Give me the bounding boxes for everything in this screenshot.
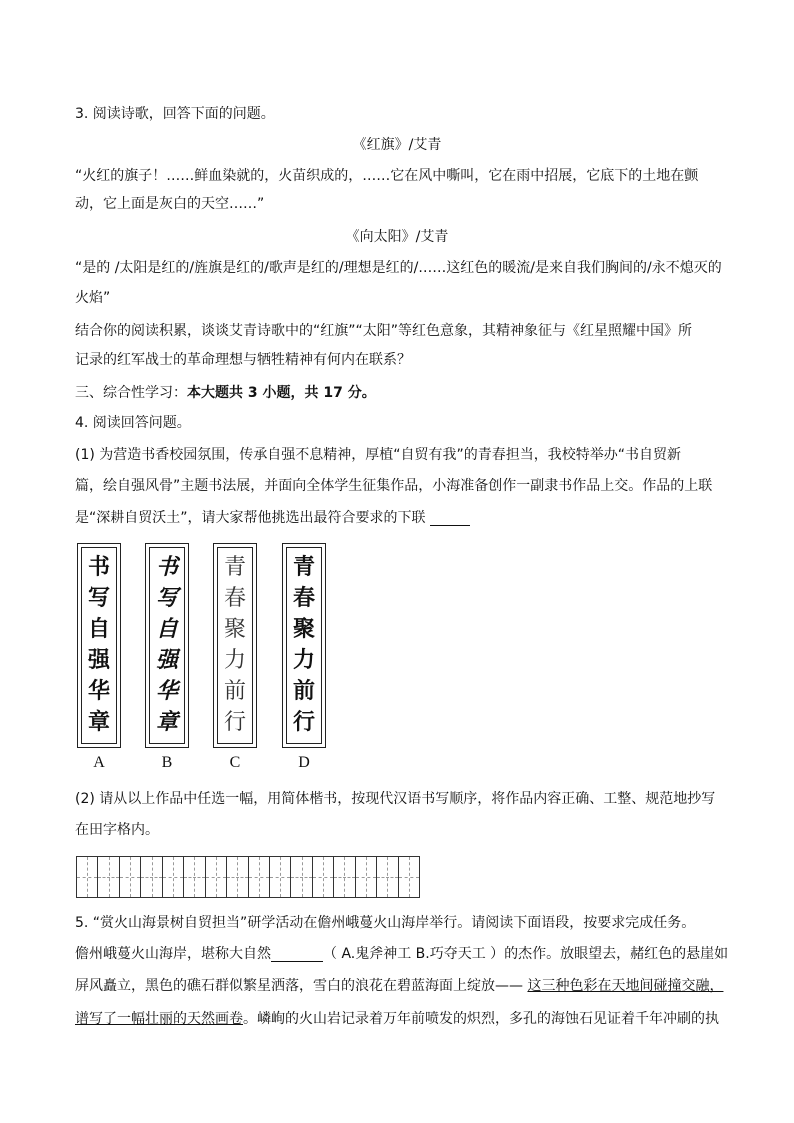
scroll-d <box>282 543 326 748</box>
tianzige-cell[interactable] <box>141 857 162 897</box>
poem2-line1: “是的 /太阳是红的/旌旗是红的/歌声是红的/理想是红的/……这红色的暖流/是来自我们胸间的/永不熄灭的 <box>75 260 722 276</box>
tianzige-cell[interactable] <box>98 857 119 897</box>
tianzige-cell[interactable] <box>313 857 334 897</box>
q5-line2-b: （ A.鬼斧神工 B.巧夺天工 ）的杰作。放眼望去，赭红色的悬崖如 <box>323 946 729 962</box>
q3-intro: 3. 阅读诗歌，回答下面的问题。 <box>75 106 275 122</box>
scroll-c <box>213 543 257 748</box>
scroll-b-char: 强 <box>155 648 178 674</box>
q3-question-line2: 记录的红军战士的革命理想与牺牲精神有何内在联系？ <box>75 352 411 368</box>
q5-line3-underlined: 这三种色彩在天地间碰撞交融， <box>527 978 724 994</box>
answer-blank-2[interactable] <box>271 947 323 962</box>
scroll-c-char: 聚 <box>223 616 246 642</box>
tianzige-cell[interactable] <box>120 857 141 897</box>
tianzige-cell[interactable] <box>291 857 312 897</box>
q4-p2-line2: 在田字格内。 <box>75 822 159 838</box>
scroll-d-char: 青 <box>292 554 315 580</box>
scroll-a <box>77 543 121 748</box>
poem2-line2: 火焰” <box>75 290 111 306</box>
scroll-d-char: 行 <box>292 710 315 736</box>
q3-question-line1: 结合你的阅读积累，谈谈艾青诗歌中的“红旗”“太阳”等红色意象，其精神象征与《红星照耀中国》所 <box>75 323 693 339</box>
tianzige-cell[interactable] <box>334 857 355 897</box>
q5-line4 <box>75 1011 725 1027</box>
tianzige-cell[interactable] <box>249 857 270 897</box>
tianzige-cell[interactable] <box>206 857 227 897</box>
scroll-d-char: 春 <box>292 585 315 611</box>
q4-p1-line3-text: 是“深耕自贸沃土”，请大家帮他挑选出最符合要求的下联 <box>75 510 426 526</box>
poem1-line2: 动，它上面是灰白的天空……” <box>75 196 265 212</box>
scroll-d-char: 前 <box>292 679 315 705</box>
scroll-a-char: 章 <box>87 710 110 736</box>
scroll-b-char: 华 <box>155 679 178 705</box>
q5-line2 <box>75 946 729 962</box>
q4-p1-line1: (1) 为营造书香校园氛围，传承自强不息精神，厚植“自贸有我”的青春担当，我校特举办“书自贸新 <box>75 447 682 463</box>
section3-prefix: 三、综合性学习： <box>75 385 187 401</box>
scroll-c-char: 春 <box>223 585 246 611</box>
scroll-a-char: 书 <box>87 554 110 580</box>
scroll-label-b: B <box>161 754 173 771</box>
scroll-b-char: 自 <box>155 616 178 642</box>
scroll-c-char: 前 <box>223 679 246 705</box>
tianzige-cell[interactable] <box>163 857 184 897</box>
poem1-title: 《红旗》/艾青 <box>352 137 442 153</box>
poem1-line1: “火红的旗子！……鲜血染就的，火苗织成的，……它在风中嘶叫，它在雨中招展，它底下的土地在颤 <box>75 168 699 184</box>
tianzige-cell[interactable] <box>377 857 398 897</box>
scroll-b-char: 写 <box>155 585 178 611</box>
q5-line4-underlined: 谱写了一幅壮丽的天然画卷 <box>75 1011 243 1027</box>
scroll-c-char: 力 <box>223 648 246 674</box>
tianzige-cell[interactable] <box>77 857 98 897</box>
scroll-label-d: D <box>298 754 310 771</box>
answer-blank-1[interactable] <box>430 511 470 526</box>
q4-p1-line3 <box>75 510 725 526</box>
tianzige-cell[interactable] <box>399 857 419 897</box>
q5-line3-a: 屏风矗立，黑色的礁石群似繁星洒落，雪白的浪花在碧蓝海面上绽放—— <box>75 978 528 994</box>
scroll-b <box>145 543 189 748</box>
poem2-title: 《向太阳》/艾青 <box>345 229 449 245</box>
q4-p2-line1: (2) 请从以上作品中任选一幅，用简体楷书，按现代汉语书写顺序，将作品内容正确、工整、规范地抄写 <box>75 791 716 807</box>
scroll-c-char: 青 <box>223 554 246 580</box>
scroll-label-a: A <box>93 754 105 771</box>
scroll-d-char: 聚 <box>292 616 315 642</box>
tianzige-cell[interactable] <box>270 857 291 897</box>
tianzige-cell[interactable] <box>356 857 377 897</box>
scroll-label-c: C <box>229 754 241 771</box>
scroll-b-char: 书 <box>155 554 178 580</box>
scroll-a-char: 写 <box>87 585 110 611</box>
q4-p1-line2: 篇，绘自强风骨”主题书法展，并面向全体学生征集作品，小海准备创作一副隶书作品上交。作品的上联 <box>75 478 713 494</box>
scroll-a-char: 华 <box>87 679 110 705</box>
q5-line2-a: 儋州峨蔓火山海岸，堪称大自然 <box>75 946 271 962</box>
q5-line4-b: 。嶙峋的火山岩记录着万年前喷发的炽烈，多孔的海蚀石见证着千年冲刷的执 <box>243 1011 719 1027</box>
scroll-a-char: 自 <box>87 616 110 642</box>
section3-bold: 本大题共 3 小题，共 17 分。 <box>187 385 376 401</box>
tianzige-grid[interactable] <box>76 856 420 898</box>
q4-intro: 4. 阅读回答问题。 <box>75 415 191 431</box>
tianzige-cell[interactable] <box>184 857 205 897</box>
scroll-b-char: 章 <box>155 710 178 736</box>
scroll-d-char: 力 <box>292 648 315 674</box>
scroll-a-char: 强 <box>87 648 110 674</box>
scroll-c-char: 行 <box>223 710 246 736</box>
q5-line1: 5. “赏火山海景树自贸担当”研学活动在儋州峨蔓火山海岸举行。请阅读下面语段，按要求完成任务。 <box>75 915 696 931</box>
section3-heading <box>75 385 725 401</box>
tianzige-cell[interactable] <box>227 857 248 897</box>
q5-line3 <box>75 978 725 994</box>
